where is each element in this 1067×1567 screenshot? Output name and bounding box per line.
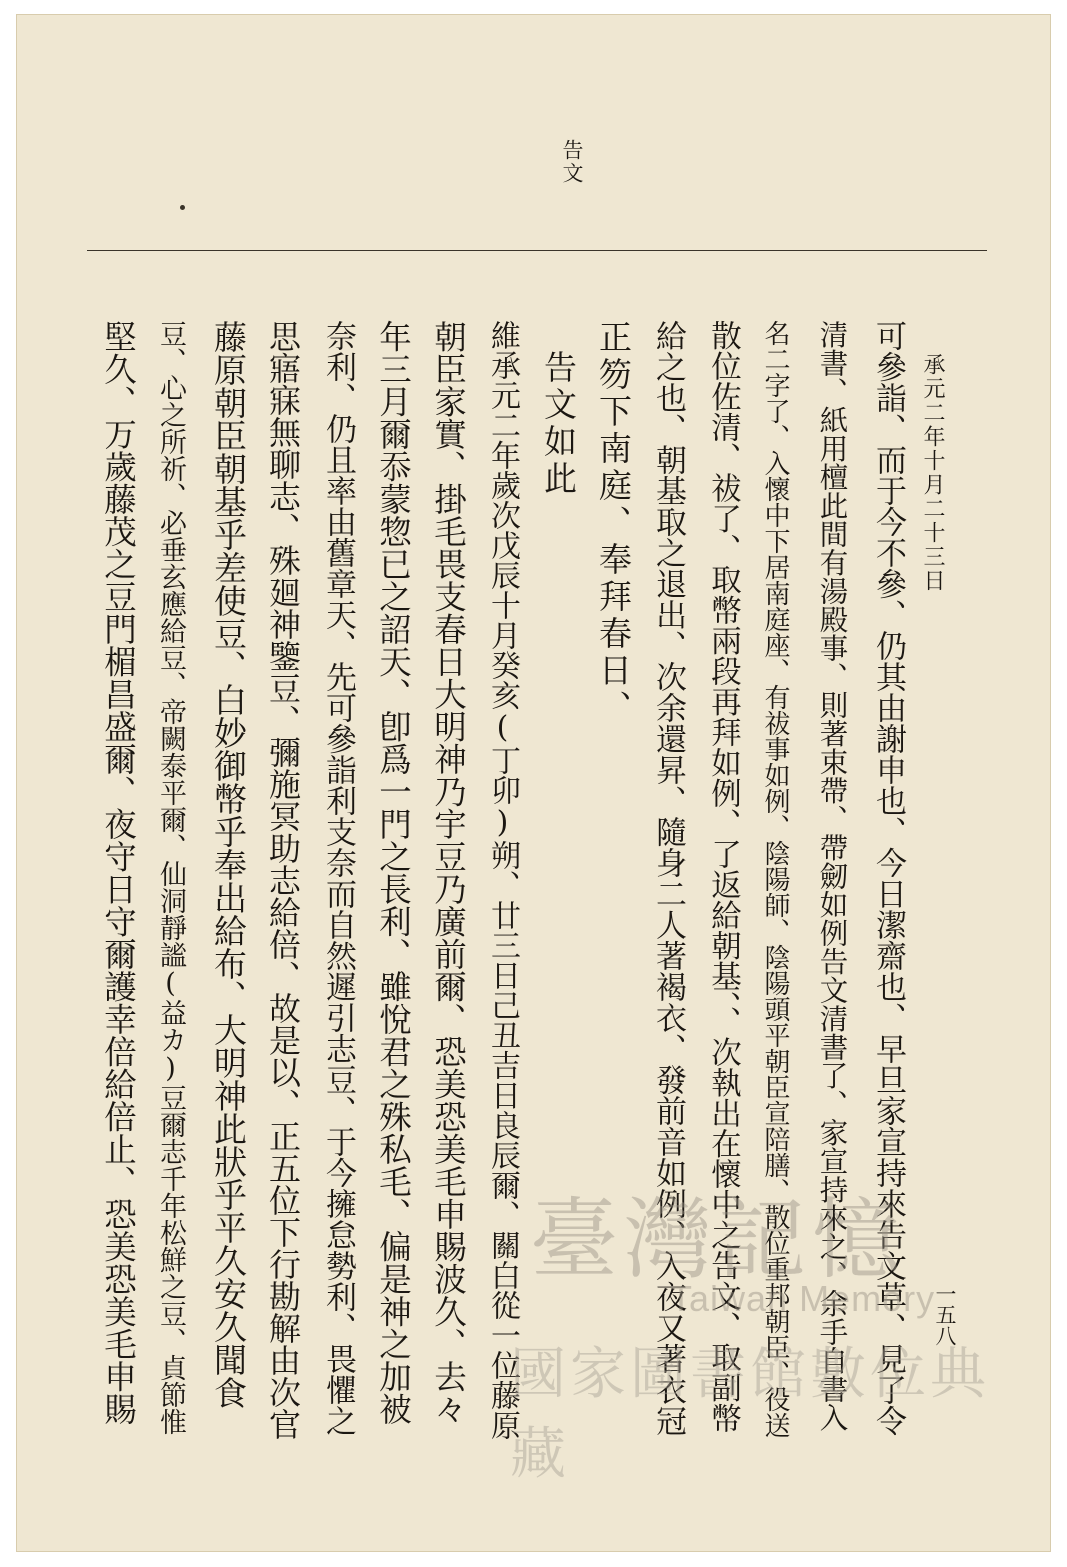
watermark-cn: 臺灣記憶 — [530, 1188, 907, 1291]
page-number: 一五八 — [933, 1283, 957, 1346]
column-3: 名二字了、入懷中下居南庭座、有祓事如例、陰陽師、陰陽頭平朝臣宣陪膳、散位重邦朝臣、役送 — [760, 320, 790, 1438]
column-6: 正笏下南庭、奉拜春日、 — [594, 320, 633, 727]
column-4: 散位佐清、祓了、取幣兩段再拜如例、了返給朝基、、次執出在懷中之告文、取副幣 — [705, 320, 741, 1434]
running-title: 告文 — [560, 139, 584, 185]
column-2: 清書、紙用檀此間有湯殿事、則著束帶、帶劒如例告文清書了、家宣持來之、余手自書入 — [815, 320, 849, 1432]
column-15: 堅久、万歲藤茂之豆門楣昌盛爾、夜守日守爾護幸倍給倍止、恐美恐美毛申賜 — [99, 320, 138, 1425]
column-11: 奈利、仍且率由舊章天、先可參詣利支奈而自然遲引志豆、于今擁怠勢利、畏懼之 — [320, 320, 356, 1436]
watermark-en: Taiwan Memory — [670, 1278, 936, 1319]
column-5: 給之也、朝基取之退出、次余還昇、隨身二人著褐衣、發前音如例、入夜又著衣冠 — [650, 320, 686, 1436]
speck-mark — [180, 205, 185, 210]
watermark — [510, 1170, 1010, 1487]
column-10: 年三月爾忝蒙惣已之詔天、卽爲一門之長利、雖悅君之殊私毛、偏是神之加被 — [374, 320, 413, 1425]
column-14: 豆、心之所祈、必垂玄應給豆、帝闕泰平爾、仙洞靜謐(益カ)豆爾志千年松鮮之豆、貞節惟 — [155, 320, 186, 1435]
column-9: 朝臣家實、掛毛畏支春日大明神乃宇豆乃廣前爾、恐美恐美毛申賜波久、去々 — [429, 320, 468, 1425]
column-12: 思寤寐無聊志、殊廻神鑒豆、彌施冥助志給倍、故是以、正五位下行勘解由次官 — [264, 320, 302, 1440]
column-date: 承元二年十月二十三日 — [920, 353, 945, 593]
column-7: 告文如此 — [539, 350, 578, 498]
column-1: 可參詣、而于今不參、仍其由謝申也、今日潔齋也、早旦家宣持來告文草、見了令 — [870, 320, 906, 1436]
header-rule — [87, 250, 987, 251]
column-13: 藤原朝臣朝基乎差使豆、白妙御幣乎奉出給布、大明神此狀乎平久安久聞食 — [209, 320, 248, 1409]
column-8: 維承元二年歲次戊辰十月癸亥(丁卯)朔、廿三日己丑吉日良辰爾、關白從一位藤原 — [485, 320, 520, 1440]
watermark-institution: 國家圖書館數位典藏 — [510, 1342, 990, 1487]
